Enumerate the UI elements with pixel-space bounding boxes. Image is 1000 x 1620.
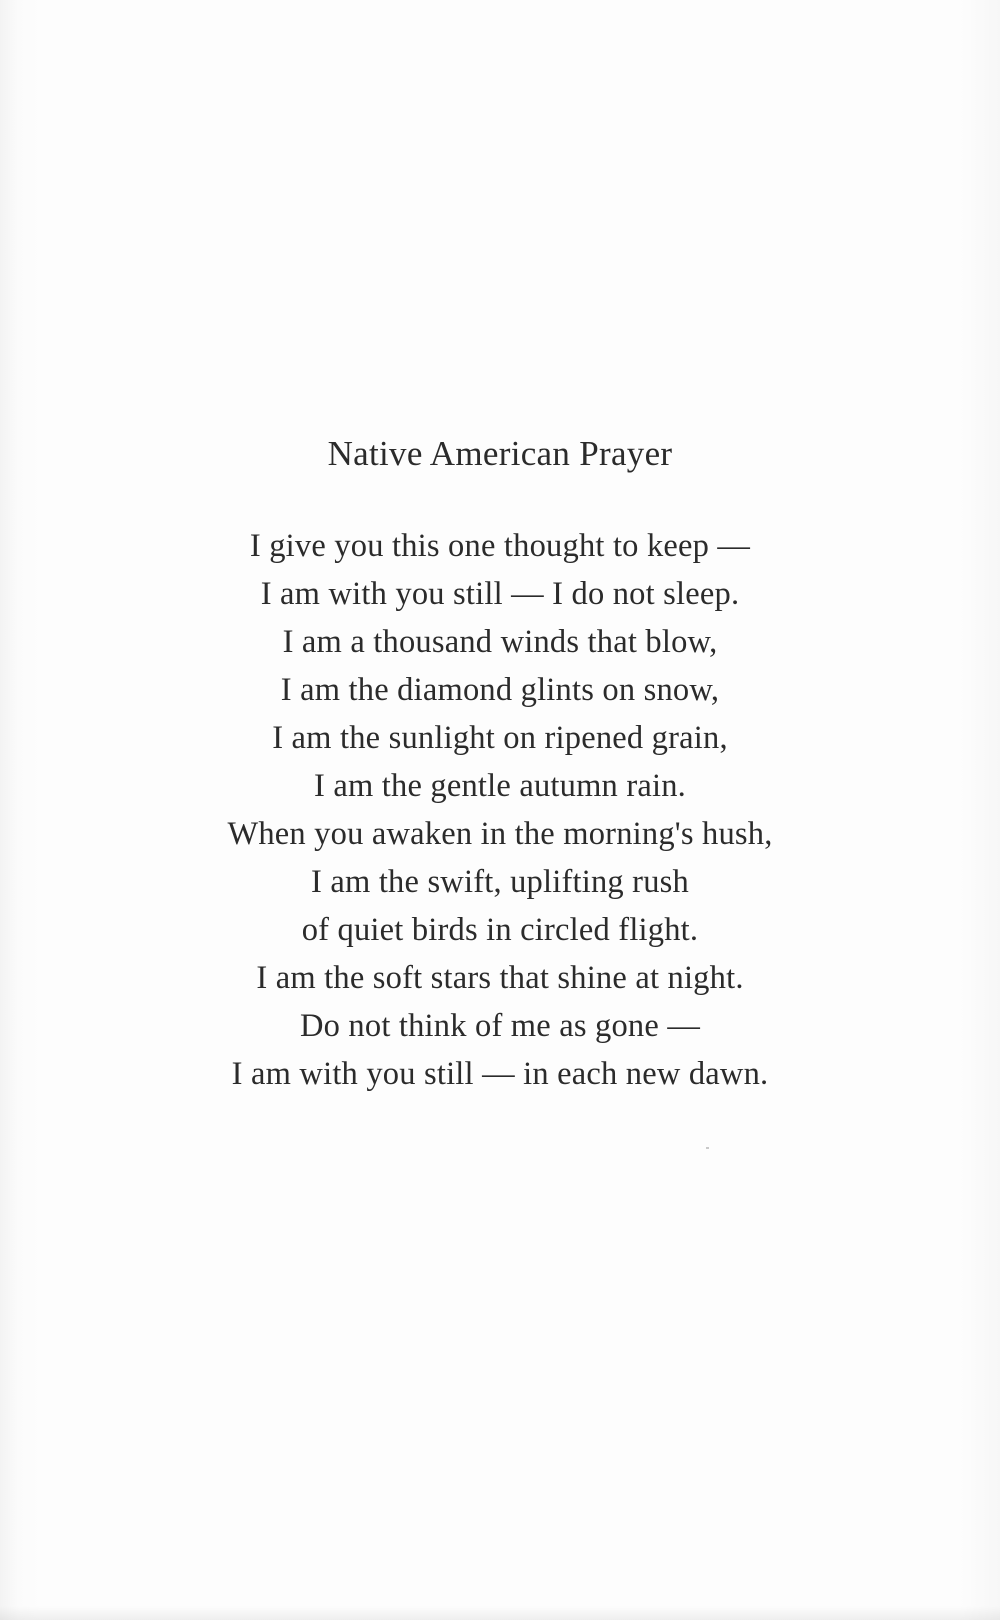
- poem-line: I give you this one thought to keep —: [249, 528, 751, 564]
- poem-title: Native American Prayer: [327, 434, 673, 473]
- poem-line: I am with you still — in each new dawn.: [231, 1056, 769, 1092]
- poem-line: I am the swift, uplifting rush: [311, 864, 689, 900]
- paper-speck: [706, 1147, 709, 1149]
- poem-line: Do not think of me as gone —: [299, 1008, 701, 1044]
- poem-line: When you awaken in the morning's hush,: [227, 816, 773, 852]
- poem-stanza: [0, 522, 1000, 1098]
- page-edge-shadow: [0, 1606, 1000, 1620]
- poem-line: I am the gentle autumn rain.: [313, 768, 686, 804]
- poem-line: I am the diamond glints on snow,: [280, 672, 720, 708]
- poem-line: I am the soft stars that shine at night.: [256, 960, 744, 996]
- poem: [0, 432, 1000, 1098]
- poem-line: I am a thousand winds that blow,: [282, 624, 718, 660]
- poem-line: I am with you still — I do not sleep.: [260, 576, 740, 612]
- poem-line: I am the sunlight on ripened grain,: [272, 720, 728, 756]
- poem-line: of quiet birds in circled flight.: [301, 912, 699, 948]
